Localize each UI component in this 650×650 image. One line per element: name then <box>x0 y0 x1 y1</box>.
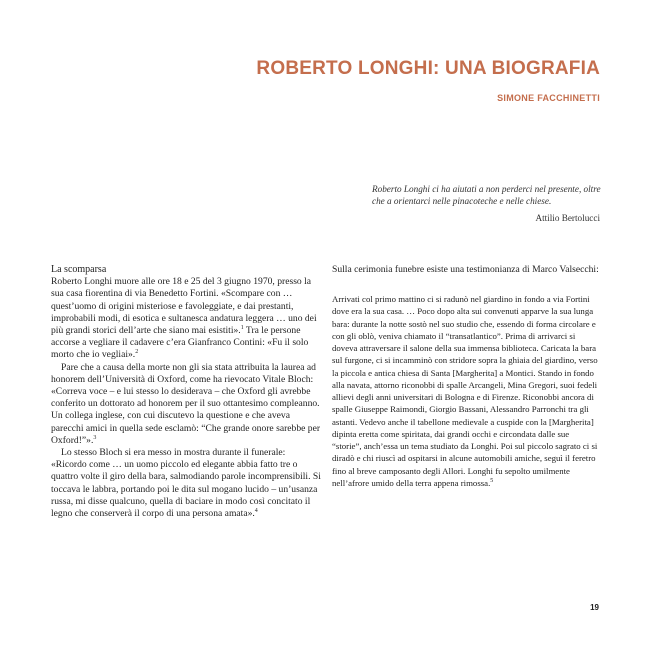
footnote-ref[interactable]: 4 <box>254 507 258 514</box>
epigraph-text: Roberto Longhi ci ha aiutati a non perderci nel presente, oltre che a orientarci nelle pinacoteche e nelle chiese. <box>372 184 601 206</box>
footnote-ref[interactable]: 5 <box>490 478 494 485</box>
page-number: 19 <box>590 603 599 612</box>
section-heading: La scomparsa <box>51 264 107 275</box>
right-column <box>332 264 600 489</box>
footnote-ref[interactable]: 2 <box>135 349 139 356</box>
footnote-ref[interactable]: 3 <box>93 434 97 441</box>
page-title: ROBERTO LONGHI: UNA BIOGRAFIA <box>256 58 600 79</box>
block-quote: Arrivati col primo mattino ci si radunò nel giardino in fondo a via Fortini dove era la sua casa. … Poco dopo alta sui convenuti apparve la sua lunga bara: durante la notte sostò nel suo studio che, essendo di forma circolare e con gli oblò, veniva chiamato il “transatlantico”. Prima di arrivarci si doveva attraversare il salone della sua immensa biblioteca. Caricata la bara sul furgone, ci si incamminò con stridore sopra la ghiaia del giardino, verso la piccola e antica chiesa di Santa [Margherita] a Montici. Stando in fondo alla navata, attorno riconobbi di spalle Arcangeli, Mina Gregori, suoi fedeli allievi degli anni universitari di Bologna e di Firenze. Riconobbi ancora di spalle Giuseppe Raimondi, Giorgio Bassani, Alessandro Parronchi tra gli astanti. Vedevo anche il tabellone medievale a cuspide con la [Margherita] dipinta eretta come spiritata, dai grandi occhi e circondata dalle sue “storie”, anch’essa un tema studiato da Longhi. Poi sul piccolo sagrato ci si diradò e chi riuscì ad ospitarsi in alcune automobili amiche, seguì il feretro fino al breve camposanto degli Allori. Longhi fu sepolto umilmente nell’afrore umido della terra appena rimossa.$^5$ <box>332 294 598 488</box>
intro-paragraph: Sulla cerimonia funebre esiste una testimonianza di Marco Valsecchi: <box>332 264 599 275</box>
epigraph-attribution: Attilio Bertolucci <box>535 213 600 223</box>
left-column <box>51 264 321 520</box>
paragraph: Roberto Longhi muore alle ore 18 e 25 del 3 giugno 1970, presso la sua casa fiorentina di via Benedetto Fortini. «Scompare con … quest’uomo di origini misteriose e favoleggiate, e dai prestanti, improbabili modi, di esotica e sultanesca andatura leggera … uno dei più grandi storici dell’arte che siano mai esistiti».$^1$ Tra le persone accorse a vegliare il cadavere c’era Gianfranco Contini: «Fu il solo morto che io vegliai».$^2$ <box>51 276 317 361</box>
paragraph: Pare che a causa della morte non gli sia stata attribuita la laurea ad honorem dell’Università di Oxford, come ha rievocato Vitale Bloch: «Correva voce – e lui stesso lo desiderava – che Oxford gli avrebbe conferito un dottorato ad honorem per il suo ottantesimo compleanno. Un collega inglese, con cui discutevo la questione e che aveva parecchi amici in quella sede esclamò: “Che grande onore sarebbe per Oxford!”».$^3$ <box>51 361 321 446</box>
paragraph: Lo stesso Bloch si era messo in mostra durante il funerale: «Ricordo come … un uomo piccolo ed elegante abbia fatto tre o quattro volte il giro della bara, salmodiando parole incomprensibili. Si toccava le labbra, portando poi le dita sul mogano lucido – un’usanza russa, mi disse qualcuno, quella di baciare in modo così concitato il legno che conserverà il corpo di una persona amata».$^4$ <box>51 447 321 520</box>
author-name: SIMONE FACCHINETTI <box>497 93 600 103</box>
footnote-ref[interactable]: 1 <box>240 324 244 331</box>
